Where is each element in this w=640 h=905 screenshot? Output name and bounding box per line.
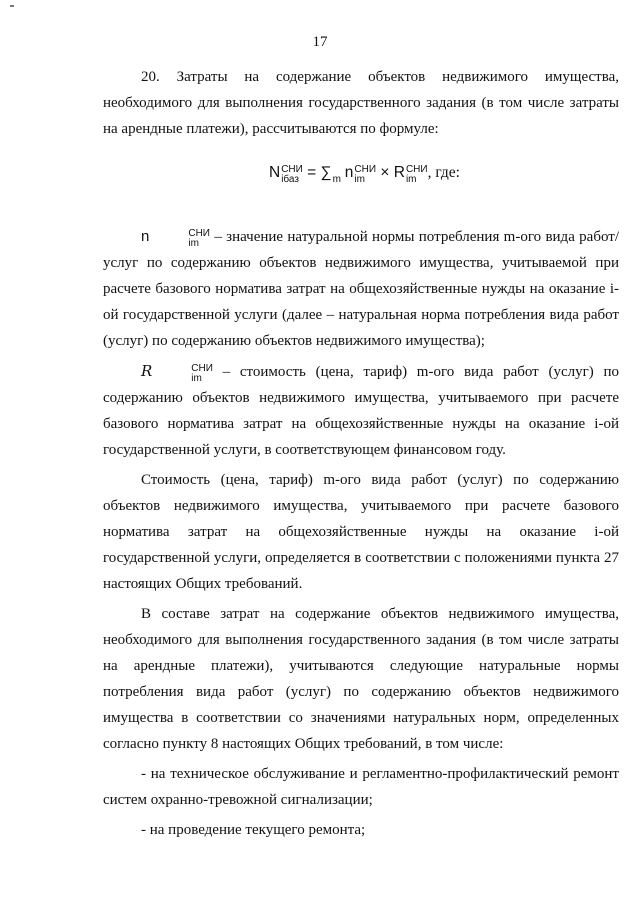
def-n-sub: im — [188, 238, 199, 249]
formula-r-sup: СНИ — [405, 164, 428, 175]
formula-r-symbol: R — [393, 164, 405, 181]
formula-lhs-sub: iбаз — [281, 174, 299, 185]
scan-speck — [10, 5, 14, 7]
formula-lhs-symbol: N — [269, 164, 281, 181]
formula-n-sup: СНИ — [354, 164, 377, 175]
def-r-text: – стоимость (цена, тариф) m-ого вида работ (услуг) по содержанию объектов недвижимого имущества, учитываемого при расчете базового норматива затрат на общехозяйственные нужды на оказание i-ой государственной услуги, в соответствующем финансовом году. — [103, 364, 619, 458]
paragraph-20: 20. Затраты на содержание объектов недвижимого имущества, необходимого для выполнения государственного задания (в том числе затраты на арендные платежи), рассчитываются по формуле: — [103, 69, 619, 137]
formula-sum-sub: m — [332, 174, 341, 185]
formula-sum-symbol: ∑ — [320, 164, 332, 181]
cost-formula — [103, 160, 619, 186]
document-body — [103, 64, 619, 843]
list-item: - на проведение текущего ремонта; — [141, 822, 366, 838]
definition-r — [103, 358, 619, 463]
paragraph-composition: В составе затрат на содержание объектов недвижимого имущества, необходимого для выполнения государственного задания (в том числе затраты на арендные платежи), учитываются следующие натуральные нормы потребления вида работ (услуг) по содержанию объектов недвижимого имущества в соответствии со значениями натуральных норм, определенных согласно пункту 8 настоящих Общих требований, в том числе: — [103, 606, 619, 752]
def-n-symbol: n — [141, 228, 150, 245]
def-r-sub: im — [191, 373, 202, 384]
formula-n-symbol: n — [344, 164, 354, 181]
formula-lhs-indices — [281, 165, 303, 185]
def-r-symbol: R — [141, 362, 153, 380]
formula-equals: = — [302, 164, 321, 181]
def-n-indices — [150, 229, 210, 249]
formula-suffix: , где: — [427, 164, 460, 181]
definition-n — [103, 224, 619, 354]
formula-lhs-sup: СНИ — [281, 164, 303, 175]
def-n-sup: СНИ — [188, 228, 210, 239]
formula-n-indices — [354, 165, 376, 185]
formula-n-sub: im — [354, 174, 365, 185]
def-r-indices — [153, 364, 213, 384]
formula-sum-index — [333, 165, 341, 185]
formula-r-indices — [406, 165, 428, 185]
paragraph-cost: Стоимость (цена, тариф) m-ого вида работ (услуг) по содержанию объектов недвижимого имущества, учитываемого при расчете базового норматива затрат на общехозяйственные нужды на оказание i-ой государственной услуги, определяется в соответствии с положениями пункта 27 настоящих Общих требований. — [103, 472, 619, 592]
def-r-sup: СНИ — [191, 363, 213, 374]
page-number: 17 — [312, 34, 328, 50]
formula-r-sub: im — [405, 174, 417, 185]
list-item: - на техническое обслуживание и регламентно-профилактический ремонт систем охранно-тревожной сигнализации; — [103, 766, 619, 808]
formula-times: × — [376, 164, 394, 181]
def-n-text: – значение натуральной нормы потребления m-ого вида работ/услуг по содержанию объектов недвижимого имущества, учитываемой при расчете базового норматива затрат на общехозяйственные нужды на оказание i-ой государственной услуги (далее – натуральная норма потребления вида работ (услуг) по содержанию объектов недвижимого имущества); — [103, 229, 619, 349]
